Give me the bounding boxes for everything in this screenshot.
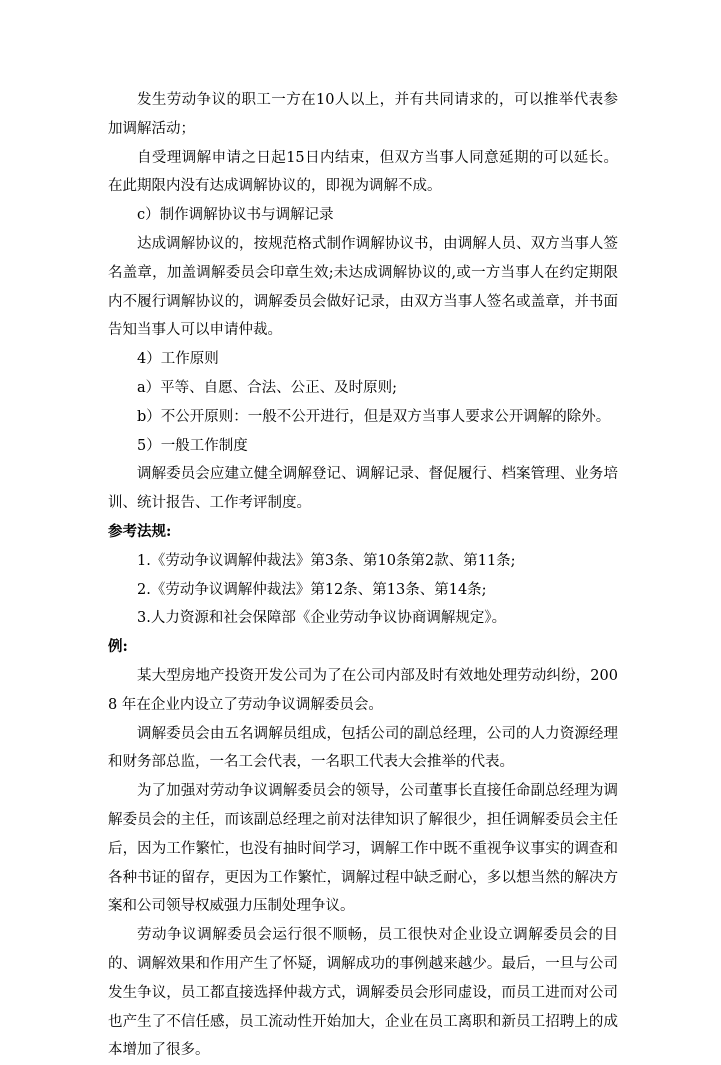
paragraph-time-limit: 自受理调解申请之日起15日内结束，但双方当事人同意延期的可以延长。在此期限内没有达成调解协议的，即视为调解不成。 (108, 149, 618, 195)
heading-agreement-record: c）制作调解协议书与调解记录 (137, 207, 334, 224)
heading-work-principles: 4）工作原则 (137, 351, 219, 368)
heading-reference-laws: 参考法规: (108, 522, 172, 540)
document-body (108, 86, 618, 1065)
paragraph-example-members: 调解委员会由五名调解员组成，包括公司的副总经理，公司的人力资源经理和财务部总监，一名工会代表，一名职工代表大会推举的代表。 (108, 725, 618, 771)
paragraph-work-system: 调解委员会应建立健全调解登记、调解记录、督促履行、档案管理、业务培训、统计报告、工作考评制度。 (108, 466, 618, 512)
paragraph-example-outcome: 劳动争议调解委员会运行很不顺畅，员工很快对企业设立调解委员会的目的、调解效果和作用产生了怀疑，调解成功的事例越来越少。最后，一旦与公司发生争议，员工都直接选择仲裁方式，调解委员会形同虚设，而员工进而对公司也产生了不信任感，员工流动性开始加大，企业在员工离职和新员工招聘上的成本增加了很多。 (108, 927, 618, 1059)
list-item-law-1: 1.《劳动争议调解仲裁法》第3条、第10条第2款、第11条; (137, 552, 516, 569)
paragraph-example-intro: 某大型房地产投资开发公司为了在公司内部及时有效地处理劳动纠纷，2008 年在企业内设立了劳动争议调解委员会。 (108, 667, 618, 713)
heading-work-system: 5）一般工作制度 (137, 437, 248, 454)
paragraph-agreement: 达成调解协议的，按规范格式制作调解协议书，由调解人员、双方当事人签名盖章，加盖调解委员会印章生效;未达成调解协议的,或一方当事人在约定期限内不履行调解协议的，调解委员会做好记录，由双方当事人签名或盖章，并书面告知当事人可以申请仲裁。 (108, 235, 618, 339)
heading-example: 例: (108, 638, 128, 656)
list-item-law-2: 2.《劳动争议调解仲裁法》第12条、第13条、第14条; (137, 581, 487, 598)
list-item-law-3: 3.人力资源和社会保障部《企业劳动争议协商调解规定》。 (137, 610, 507, 627)
paragraph-example-leadership: 为了加强对劳动争议调解委员会的领导，公司董事长直接任命副总经理为调解委员会的主任，而该副总经理之前对法律知识了解很少，担任调解委员会主任后，因为工作繁忙，也没有抽时间学习，调解工作中既不重视争议事实的调查和各种书证的留存，更因为工作繁忙，调解过程中缺乏耐心，多以想当然的解决方案和公司领导权威强力压制处理争议。 (108, 783, 618, 915)
list-item-principle-b: b）不公开原则：一般不公开进行，但是双方当事人要求公开调解的除外。 (137, 408, 611, 425)
paragraph-representatives: 发生劳动争议的职工一方在10人以上，并有共同请求的，可以推举代表参加调解活动； (108, 92, 618, 137)
list-item-principle-a: a）平等、自愿、合法、公正、及时原则; (137, 379, 398, 396)
